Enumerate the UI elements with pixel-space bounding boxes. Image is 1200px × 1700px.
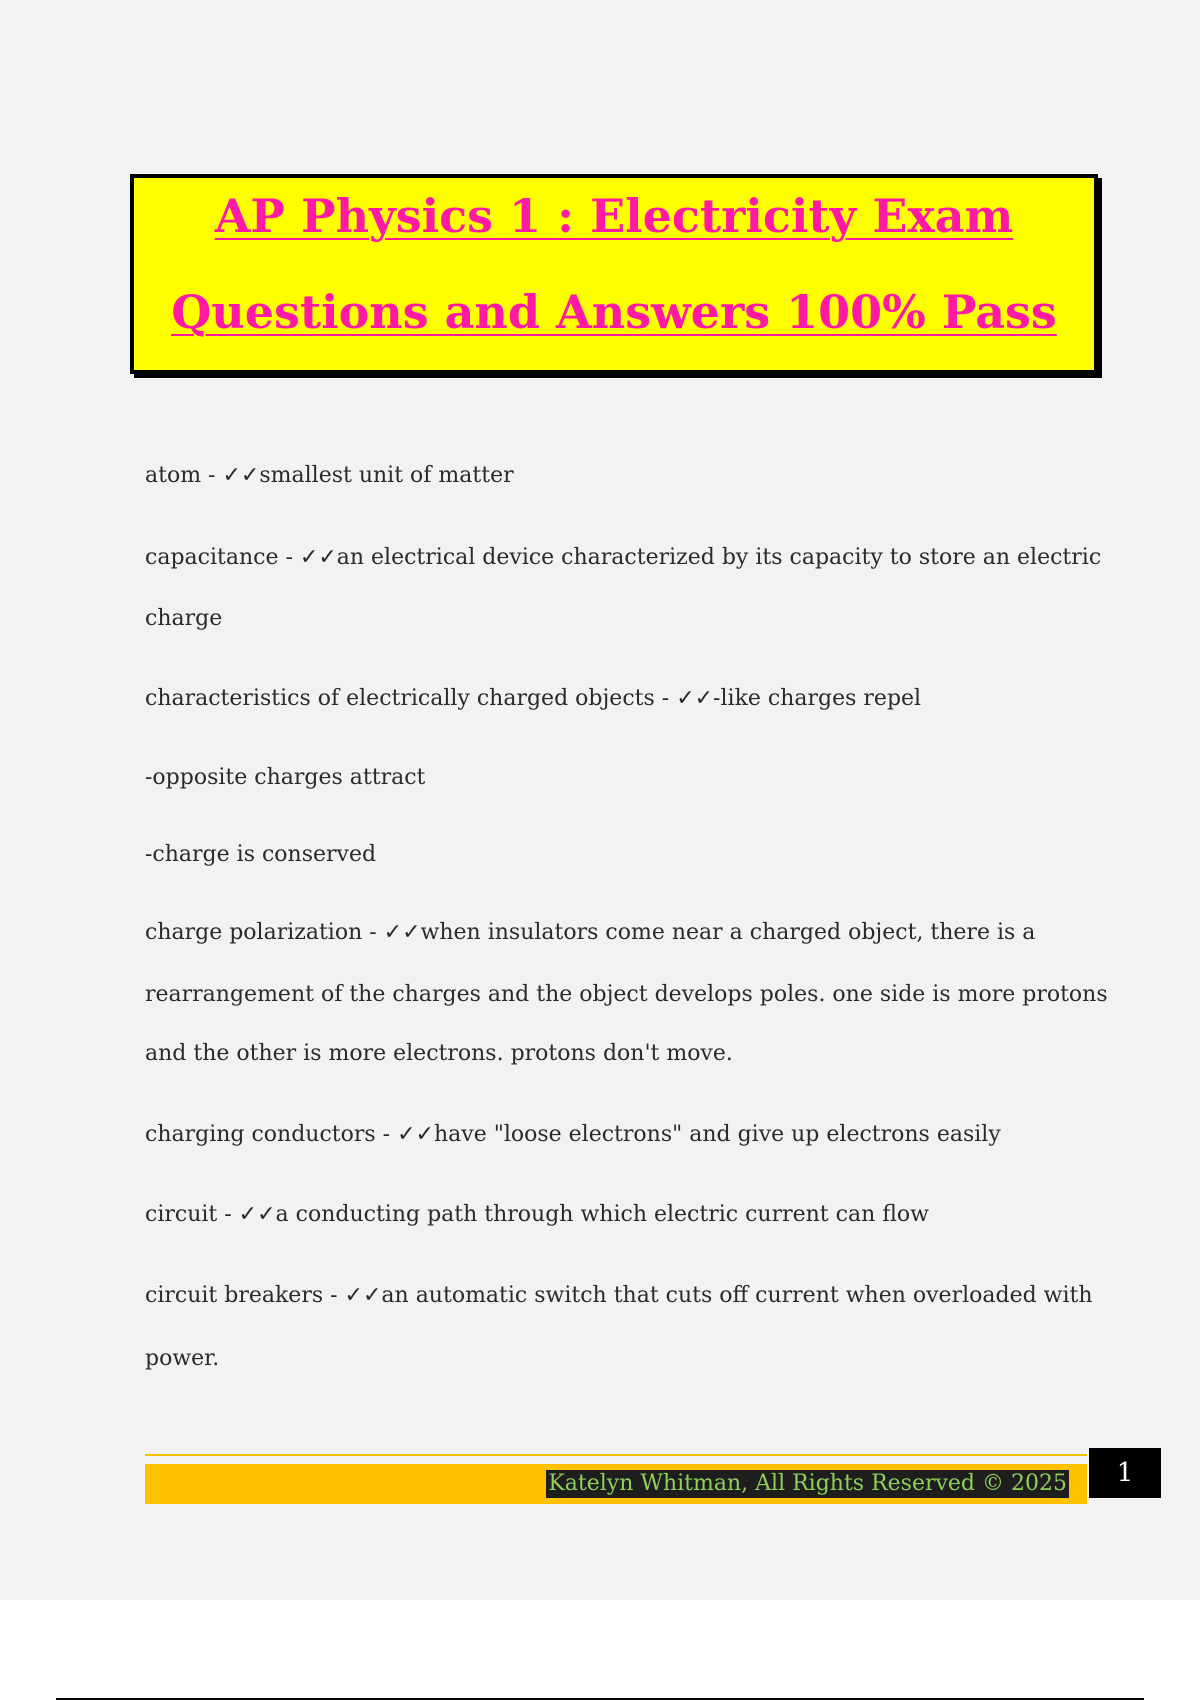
- entry-polarization-line-3: and the other is more electrons. protons don't move.: [145, 1041, 733, 1066]
- entry-atom-line-1: atom - ✓✓smallest unit of matter: [145, 463, 514, 488]
- document-title-line-2: Questions and Answers 100% Pass: [171, 285, 1057, 339]
- entry-circuit-line-1: circuit - ✓✓a conducting path through which electric current can flow: [145, 1202, 929, 1227]
- footer-copyright: Katelyn Whitman, All Rights Reserved © 2025: [548, 1471, 1067, 1496]
- entry-polarization-line-2: rearrangement of the charges and the object develops poles. one side is more protons: [145, 982, 1108, 1007]
- footer-bar: [145, 1464, 1087, 1504]
- entry-polarization-line-1: charge polarization - ✓✓when insulators come near a charged object, there is a: [145, 920, 1036, 945]
- footer-rule: [145, 1454, 1087, 1456]
- entry-breakers-line-2: power.: [145, 1346, 220, 1371]
- page-number: 1: [1089, 1448, 1161, 1498]
- entry-capacitance-line-1: capacitance - ✓✓an electrical device characterized by its capacity to store an electric: [145, 545, 1102, 570]
- entry-characteristics-line-3: -charge is conserved: [145, 842, 377, 867]
- document-title-line-1: AP Physics 1 : Electricity Exam: [214, 189, 1014, 243]
- entry-breakers-line-1: circuit breakers - ✓✓an automatic switch that cuts off current when overloaded with: [145, 1283, 1093, 1308]
- entry-conductors-line-1: charging conductors - ✓✓have "loose electrons" and give up electrons easily: [145, 1122, 1001, 1147]
- title-banner: [130, 174, 1098, 374]
- entry-capacitance-line-2: charge: [145, 606, 223, 631]
- entry-characteristics-line-1: characteristics of electrically charged objects - ✓✓-like charges repel: [145, 686, 922, 711]
- entry-characteristics-line-2: -opposite charges attract: [145, 765, 426, 790]
